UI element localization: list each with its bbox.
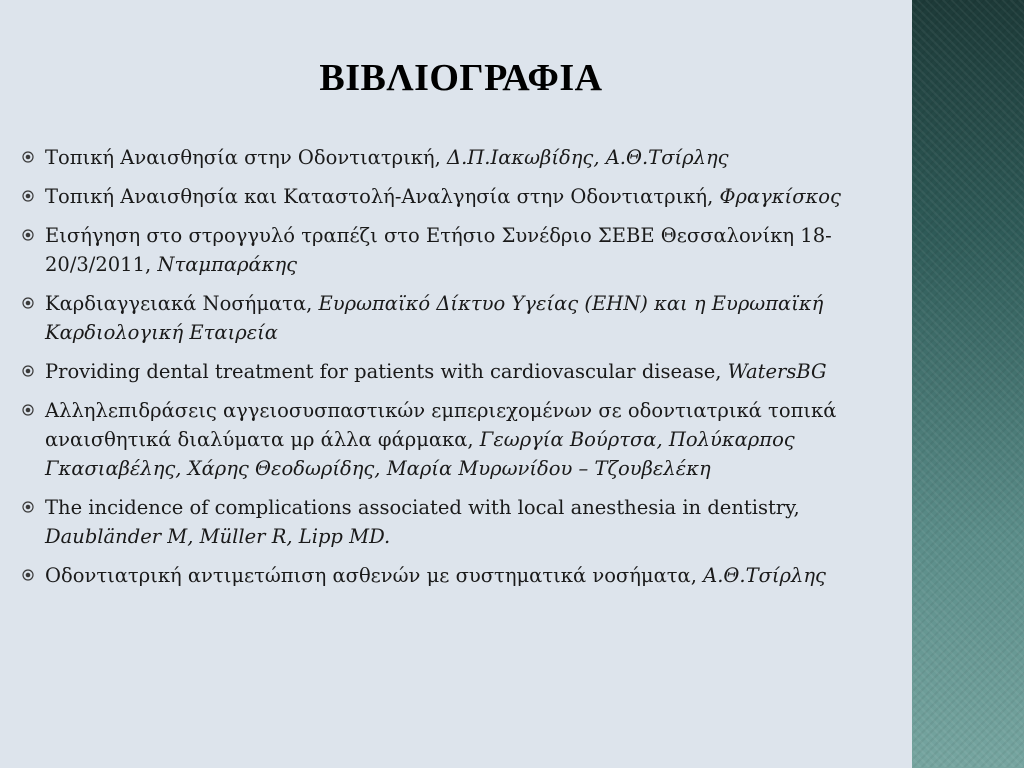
reference-author: Γεωργία Βούρτσα, Πολύκαρπος Γκασιαβέλης, Χάρης Θεοδωρίδης, Μαρία Μυρωνίδου – Τζουβελέκη bbox=[45, 428, 795, 480]
reference-author: Φραγκίσκος bbox=[719, 185, 841, 208]
reference-text: Τοπική Αναισθησία στην Οδοντιατρική, bbox=[45, 146, 448, 169]
target-circle-icon bbox=[22, 501, 34, 513]
list-item bbox=[22, 221, 910, 279]
decorative-side-band bbox=[912, 0, 1024, 768]
list-item bbox=[22, 143, 910, 172]
reference-text: Providing dental treatment for patients with cardiovascular disease, bbox=[45, 360, 728, 383]
target-circle-icon bbox=[22, 404, 34, 416]
reference-text: Καρδιαγγειακά Νοσήματα, bbox=[45, 292, 319, 315]
target-circle-icon bbox=[22, 365, 34, 377]
list-item bbox=[22, 289, 910, 347]
target-circle-icon bbox=[22, 229, 34, 241]
page-title: ΒΙΒΛΙΟΓΡΑΦΙΑ bbox=[319, 57, 603, 99]
list-item bbox=[22, 493, 910, 551]
target-circle-icon bbox=[22, 297, 34, 309]
reference-author: Α.Θ.Τσίρλης bbox=[703, 564, 826, 587]
reference-author: Δ.Π.Ιακωβίδης, Α.Θ.Τσίρλης bbox=[447, 146, 729, 169]
reference-text: Τοπική Αναισθησία και Καταστολή-Αναλγησία στην Οδοντιατρική, bbox=[45, 185, 720, 208]
list-item bbox=[22, 182, 910, 211]
reference-text: The incidence of complications associated with local anesthesia in dentistry, bbox=[45, 496, 800, 519]
reference-author: Ευρωπαϊκό Δίκτυο Υγείας (EHN) και η Ευρωπαϊκή Καρδιολογική Εταιρεία bbox=[45, 292, 824, 344]
reference-author: Daubländer M, Müller R, Lipp MD. bbox=[45, 525, 391, 548]
target-circle-icon bbox=[22, 151, 34, 163]
reference-author: Νταμπαράκης bbox=[157, 253, 298, 276]
reference-text: Οδοντιατρική αντιμετώπιση ασθενών με συστηματικά νοσήματα, bbox=[45, 564, 704, 587]
reference-author: WatersBG bbox=[727, 360, 827, 383]
reference-list bbox=[22, 143, 910, 600]
list-item bbox=[22, 561, 910, 590]
reference-text: Εισήγηση στο στρογγυλό τραπέζι στο Ετήσιο Συνέδριο ΣΕΒΕ Θεσσαλονίκη 18-20/3/2011, bbox=[45, 224, 832, 276]
reference-text: Αλληλεπιδράσεις αγγειοσυσπαστικών εμπεριεχομένων σε οδοντιατρικά τοπικά αναισθητικά διαλύματα μρ άλλα φάρμακα, bbox=[45, 399, 837, 451]
list-item bbox=[22, 396, 910, 483]
list-item bbox=[22, 357, 910, 386]
target-circle-icon bbox=[22, 569, 34, 581]
target-circle-icon bbox=[22, 190, 34, 202]
